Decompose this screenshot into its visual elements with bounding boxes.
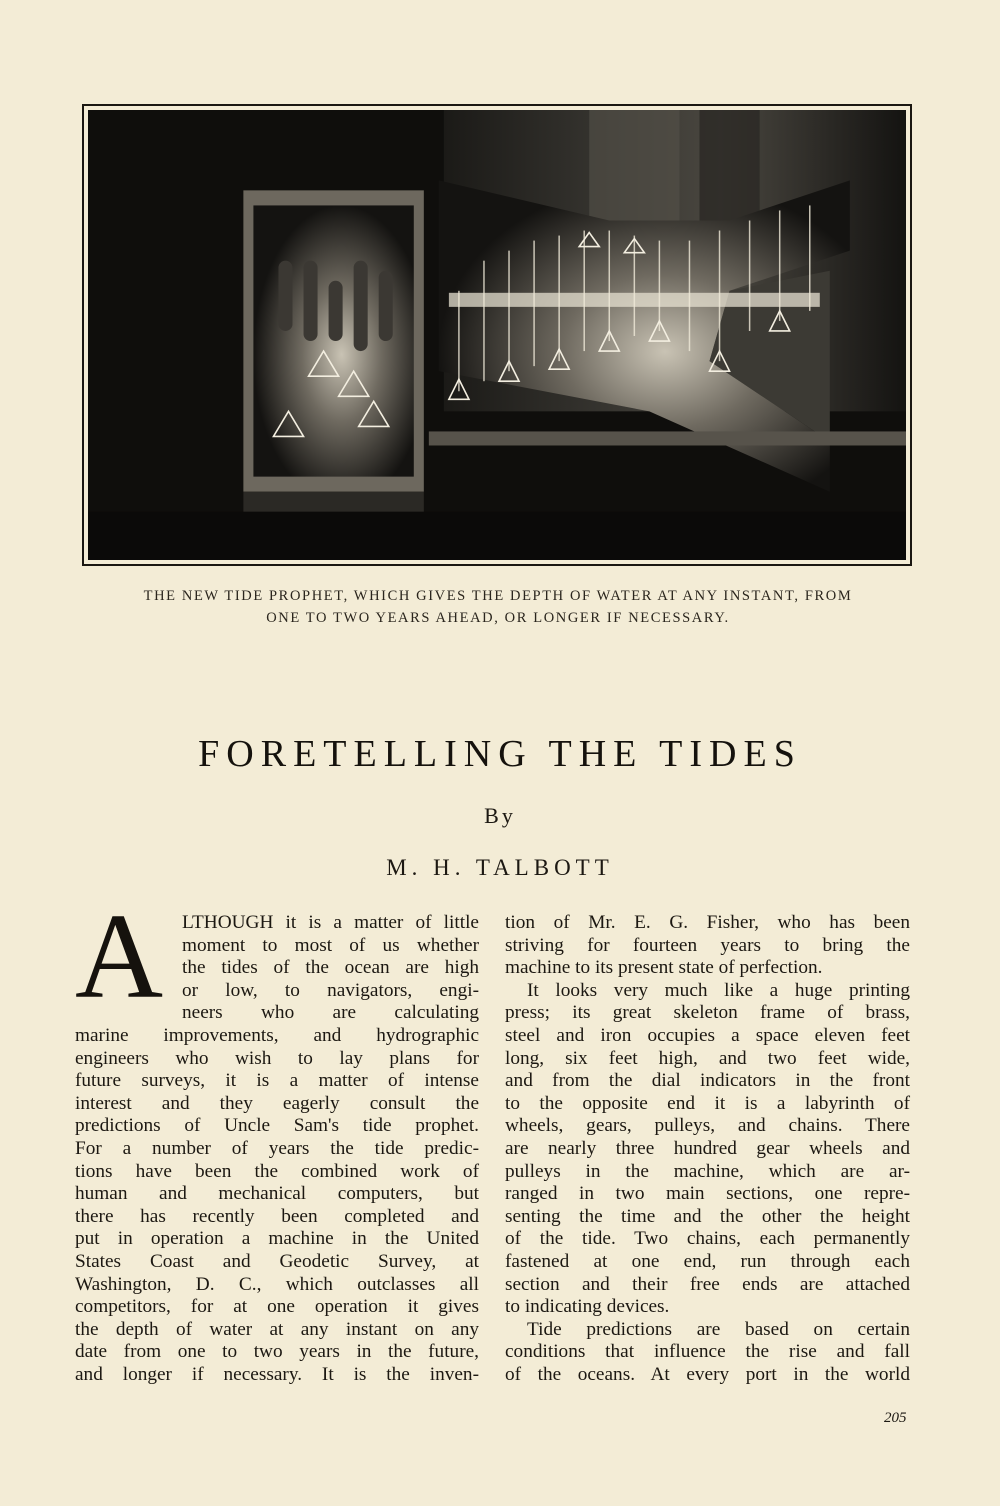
text-line: tion of Mr. E. G. Fisher, who has been (505, 912, 910, 933)
text-line: machine to its present state of perfection. (505, 957, 823, 979)
text-line: marine improvements, and hydrographic (75, 1024, 479, 1046)
text-line: there has recently been completed and (75, 1205, 479, 1227)
text-line: competitors, for at one operation it gives (75, 1296, 479, 1318)
text-line: striving for fourteen years to bring the (505, 934, 910, 956)
text-line: date from one to two years in the future, (75, 1341, 479, 1363)
text-line: States Coast and Geodetic Survey, at (75, 1250, 479, 1272)
text-line: and longer if necessary. It is the inven- (75, 1363, 479, 1385)
text-line: and from the dial indicators in the front (505, 1070, 910, 1092)
text-line: to the opposite end it is a labyrinth of (505, 1092, 910, 1114)
text-line: Tide predictions are based on certain (527, 1318, 910, 1340)
text-line: predictions of Uncle Sam's tide prophet. (75, 1115, 479, 1137)
text-line: neers who are calculating (182, 1002, 479, 1024)
text-line: of the oceans. At every port in the world (505, 1363, 910, 1385)
text-line: ranged in two main sections, one repre- (505, 1183, 910, 1205)
figure-caption (88, 585, 908, 629)
text-line: future surveys, it is a matter of intense (75, 1070, 479, 1092)
text-line: to indicating devices. (505, 1296, 670, 1318)
text-line: It looks very much like a huge printing (527, 979, 910, 1001)
text-line: are nearly three hundred gear wheels and (505, 1137, 910, 1159)
article-title: FORETELLING THE TIDES (198, 733, 802, 775)
text-line: of the tide. Two chains, each permanently (505, 1228, 910, 1250)
tide-machine-illustration (88, 110, 906, 560)
column-left (75, 912, 479, 1386)
text-line: the depth of water at any instant on any (75, 1318, 479, 1340)
caption-line: THE NEW TIDE PROPHET, WHICH GIVES THE DEPTH OF WATER AT ANY INSTANT, FROM (143, 588, 853, 604)
text-line: press; its great skeleton frame of brass, (505, 1002, 910, 1024)
column-right (505, 912, 910, 1386)
page-number: 205 (884, 1410, 907, 1426)
text-line: fastened at one end, run through each (505, 1250, 910, 1272)
text-line: long, six feet high, and two feet wide, (505, 1047, 910, 1069)
byline: By (484, 803, 516, 828)
text-line: the tides of the ocean are high (182, 957, 479, 979)
text-line: LTHOUGH it is a matter of little (182, 912, 479, 933)
caption-line: ONE TO TWO YEARS AHEAD, OR LONGER IF NECESSARY. (266, 610, 730, 626)
author-name: M. H. TALBOTT (386, 855, 614, 880)
text-line: or low, to navigators, engi- (182, 979, 479, 1001)
drop-cap: A (75, 889, 164, 1024)
text-line: moment to most of us whether (182, 934, 479, 956)
text-line: tions have been the combined work of (75, 1160, 479, 1182)
text-line: put in operation a machine in the United (75, 1228, 479, 1250)
text-line: wheels, gears, pulleys, and chains. There (505, 1115, 910, 1137)
text-line: pulleys in the machine, which are ar- (505, 1160, 910, 1182)
text-line: senting the time and the other the height (505, 1205, 910, 1227)
text-line: For a number of years the tide predic- (75, 1137, 479, 1159)
photo-frame (82, 104, 912, 566)
text-line: engineers who wish to lay plans for (75, 1047, 479, 1069)
tide-machine-photo (88, 110, 906, 560)
text-line: interest and they eagerly consult the (75, 1092, 479, 1114)
text-line: human and mechanical computers, but (75, 1183, 479, 1205)
text-line: section and their free ends are attached (505, 1273, 910, 1295)
text-line: steel and iron occupies a space eleven feet (505, 1024, 910, 1046)
text-line: conditions that influence the rise and fall (505, 1341, 910, 1363)
text-line: Washington, D. C., which outclasses all (75, 1273, 479, 1295)
